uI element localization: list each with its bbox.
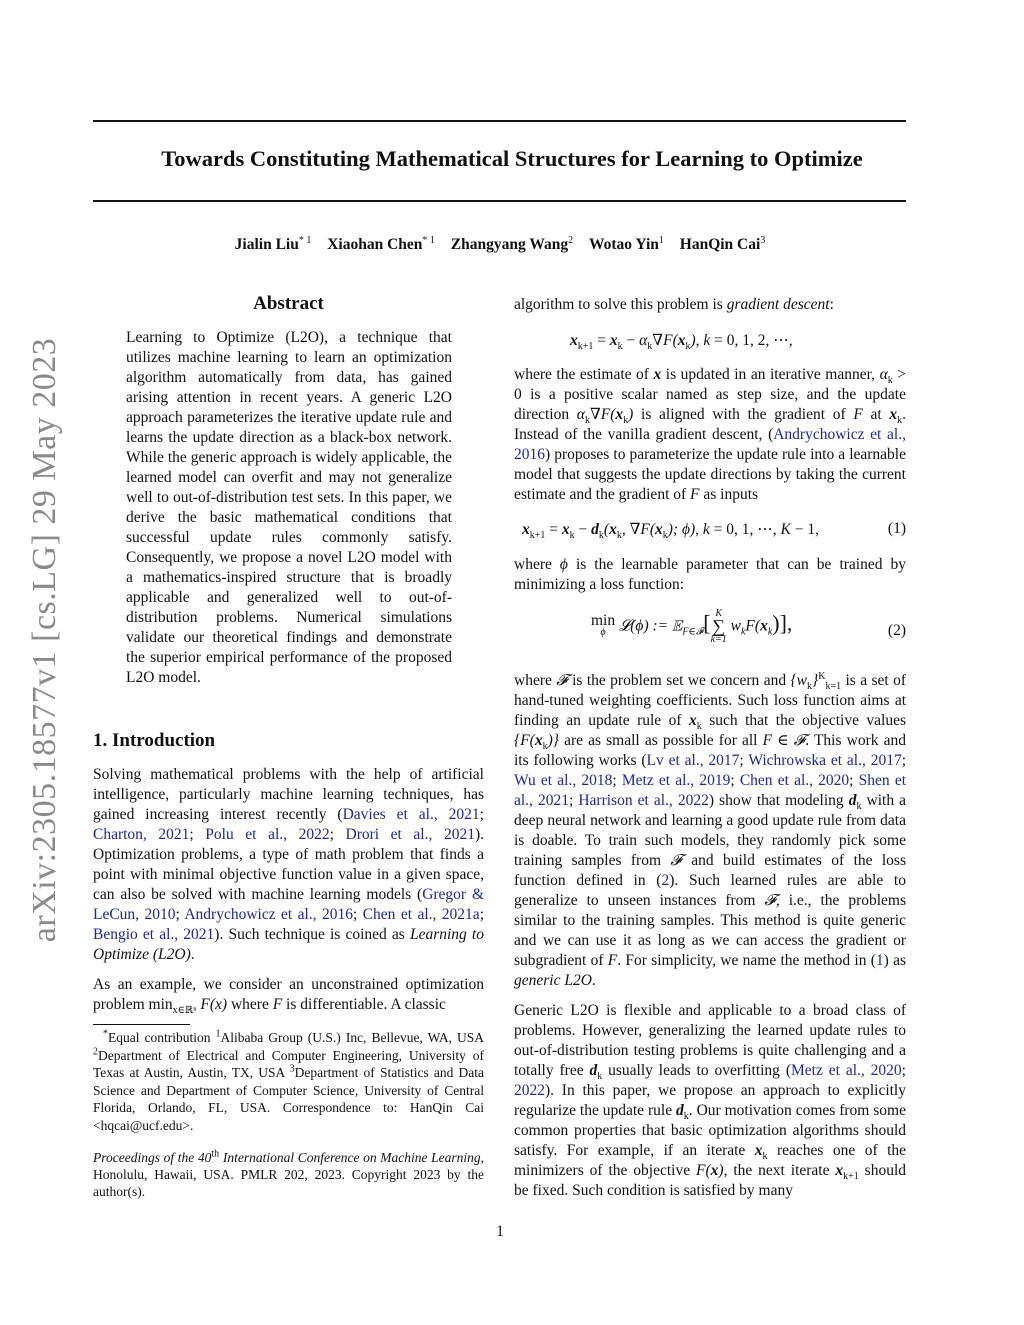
subscript: k bbox=[807, 681, 813, 693]
text-run: ) proposes to parameterize the update rule into a learnable model that suggests the update directions by taking the current estimate and the gradient of bbox=[514, 446, 906, 503]
text-run: ; bbox=[739, 752, 749, 769]
text-run: . For simplicity, we name the method in ( bbox=[617, 952, 876, 969]
text-run: . bbox=[591, 972, 596, 989]
text-run: ; bbox=[901, 1062, 906, 1079]
text-run: ) show that modeling bbox=[708, 792, 849, 809]
math-bold: x bbox=[889, 406, 898, 423]
math-bold: x bbox=[522, 521, 530, 538]
text-run: = bbox=[593, 332, 610, 349]
abstract-heading: Abstract bbox=[253, 293, 324, 314]
equation-number-2: (2) bbox=[887, 622, 906, 639]
text-run: ) as bbox=[883, 952, 907, 969]
subscript: k bbox=[856, 801, 862, 813]
subscript: k bbox=[598, 530, 604, 542]
text-run: : bbox=[829, 296, 834, 313]
citation-link[interactable]: Andrychowicz et al., 2016 bbox=[514, 426, 906, 463]
text-run: Solving mathematical problems with the help of artificial intelligence, particularly machine learning techniques, has gained increasing interest recently ( bbox=[93, 766, 484, 823]
math-bold: x bbox=[677, 332, 686, 349]
math: ) bbox=[718, 1162, 724, 1179]
page-number: 1 bbox=[496, 1223, 504, 1240]
math: F( bbox=[696, 1162, 711, 1179]
text-run: min bbox=[148, 996, 173, 1013]
right-paragraph-3 bbox=[514, 671, 906, 991]
citation-link[interactable]: 2022 bbox=[514, 1082, 545, 1099]
math-bold: x bbox=[609, 332, 618, 349]
subscript: k bbox=[685, 341, 691, 353]
citation-link[interactable]: Chen et al., 2021a bbox=[362, 906, 480, 923]
text-run: = bbox=[545, 521, 562, 538]
text-run: ; bbox=[901, 752, 907, 769]
math: ∇F( bbox=[652, 332, 678, 349]
superscript: th bbox=[211, 1148, 220, 1160]
italic-text: Proceedings of the 40 bbox=[93, 1150, 212, 1165]
right-paragraph-0 bbox=[514, 295, 906, 315]
citation-link[interactable]: Andrychowicz et al., 2016 bbox=[184, 906, 353, 923]
math-bold: x bbox=[570, 332, 578, 349]
text-run: are as small as possible for all bbox=[558, 732, 763, 749]
text-run: ; bbox=[612, 772, 622, 789]
author: Wotao Yin$^1$ bbox=[588, 234, 664, 253]
subscript: k bbox=[584, 415, 590, 427]
subscript: k+1 bbox=[577, 341, 594, 353]
subscript: k+1 bbox=[843, 1171, 859, 1183]
text-run: ). Such technique is coined as bbox=[214, 926, 410, 943]
text-run: = 0, 1, 2, ⋯, bbox=[710, 332, 793, 349]
text-run: ; bbox=[175, 906, 185, 923]
superscript: 1 bbox=[215, 1028, 221, 1040]
text-run: . This work and its following works ( bbox=[514, 732, 906, 769]
math: k bbox=[703, 332, 711, 349]
math: α bbox=[639, 332, 648, 349]
author: HanQin Cai$^3$ bbox=[679, 234, 766, 253]
text-run: > 0 is a positive scalar named as step size, and the update direction bbox=[514, 366, 906, 423]
text-run: ; bbox=[352, 906, 363, 923]
superscript: 3 bbox=[289, 1063, 295, 1075]
math: ) bbox=[690, 332, 696, 349]
author: Jialin Liu$^{* 1}$ bbox=[234, 234, 312, 253]
math: ϕ bbox=[559, 556, 568, 573]
text-run: Department of Electrical and Computer Engineering, University of Texas at Austin, Austin, TX, USA bbox=[93, 1047, 484, 1081]
text-run: , i.e., the problems similar to the training samples. This method is quite generic and we can use it as long as we can access the gradient or subgradient of bbox=[514, 892, 907, 969]
math: F bbox=[690, 486, 700, 503]
text-run: − bbox=[622, 332, 640, 349]
section-heading-introduction: 1. Introduction bbox=[93, 730, 216, 751]
superscript: K bbox=[818, 670, 826, 682]
title-rule bbox=[93, 200, 906, 202]
text-run: , Honolulu, Hawaii, USA. PMLR 202, 2023. Copyright 2023 by the author(s). bbox=[93, 1150, 484, 1199]
math-bold: x bbox=[609, 521, 617, 538]
math: k bbox=[702, 521, 710, 538]
text-run: ; bbox=[568, 792, 579, 809]
text-run: − bbox=[574, 521, 592, 538]
text-run: where bbox=[227, 996, 273, 1013]
subscript: k+1 bbox=[529, 530, 546, 542]
math-bold: d bbox=[848, 792, 857, 809]
math-bold: x bbox=[710, 1162, 719, 1179]
subscript: k bbox=[623, 415, 629, 427]
text-run: Department of Statistics and Data Science and Department of Computer Science, University of Central Florida, Orlando, FL, USA. Correspondence to: HanQin Cai <hqcai@ucf.edu>. bbox=[93, 1065, 484, 1133]
superscript: * bbox=[103, 1028, 108, 1040]
text-run: ). In this paper, we propose an approach to explicitly regularize the update rule bbox=[514, 1082, 906, 1119]
math: {w bbox=[790, 672, 808, 689]
text-run: where the estimate of bbox=[514, 366, 654, 383]
citation-link[interactable]: Shen et al., 2021 bbox=[514, 772, 907, 809]
citation-link[interactable]: Harrison et al., 2022 bbox=[578, 792, 709, 809]
text-run: ; bbox=[479, 806, 484, 823]
text-run: , bbox=[695, 332, 704, 349]
subscript: k bbox=[617, 341, 623, 353]
citation-link[interactable]: Wichrowska et al., 2017 bbox=[748, 752, 902, 769]
equation-1 bbox=[522, 520, 820, 542]
italic-text: International Conference on Machine Learning bbox=[219, 1150, 481, 1165]
right-paragraph-2 bbox=[514, 555, 906, 595]
text-run: ; bbox=[329, 826, 346, 843]
citation-link[interactable]: 2 bbox=[661, 872, 670, 889]
math: α bbox=[576, 406, 585, 423]
equation-gradient-descent bbox=[570, 331, 793, 353]
text-run: ). Optimization problems, a type of math problem that finds a point with minimal objective function value in a given space, can also be solved with machine learning models ( bbox=[93, 826, 484, 903]
subscript: k bbox=[569, 530, 575, 542]
text-run: is updated in an iterative manner, bbox=[661, 366, 880, 383]
author: Xiaohan Chen$^{* 1}$ bbox=[327, 234, 435, 253]
subscript: k bbox=[662, 530, 668, 542]
text-run: such that the objective values bbox=[701, 712, 907, 729]
subscript: k bbox=[597, 1071, 603, 1083]
math: F bbox=[853, 406, 863, 423]
subscript: k bbox=[762, 1151, 768, 1163]
math: )} bbox=[547, 732, 559, 749]
text-run: should be fixed. Such condition is satisfied by many bbox=[514, 1162, 907, 1199]
math-bold: x bbox=[655, 521, 663, 538]
text-run: at bbox=[862, 406, 890, 423]
math: K bbox=[780, 521, 791, 538]
math-bold: x bbox=[653, 366, 662, 383]
right-paragraph-4 bbox=[514, 1001, 906, 1201]
superscript: 2 bbox=[93, 1046, 98, 1058]
text-run: as inputs bbox=[699, 486, 759, 503]
citation-link[interactable]: Bengio et al., 2021 bbox=[93, 926, 215, 943]
italic-text: gradient descent bbox=[726, 296, 830, 313]
text-run: where bbox=[514, 556, 560, 573]
subscript: k bbox=[887, 375, 893, 387]
citation-link[interactable]: 1 bbox=[875, 952, 884, 969]
citation-link[interactable]: Charton, 2021 bbox=[93, 826, 190, 843]
text-run: , bbox=[695, 521, 703, 538]
italic-text: Learning to Optimize (L2O) bbox=[93, 926, 484, 963]
subscript: k bbox=[647, 341, 653, 353]
math: F(x) bbox=[196, 996, 228, 1013]
math-bold: x bbox=[615, 406, 624, 423]
citation-link[interactable]: Davies et al., 2021 bbox=[342, 806, 480, 823]
text-run: − 1, bbox=[790, 521, 820, 538]
citation-link[interactable]: Metz et al., 2019 bbox=[621, 772, 731, 789]
subscript: k bbox=[897, 415, 903, 427]
text-run: , the next iterate bbox=[723, 1162, 836, 1179]
intro-paragraph-1 bbox=[93, 765, 484, 965]
proceedings-note bbox=[93, 1149, 484, 1200]
math-bold: x bbox=[534, 732, 543, 749]
math: ); ϕ) bbox=[667, 521, 696, 538]
math: ∇F( bbox=[589, 406, 616, 423]
text-run: Learning to Optimize (L2O), a technique that utilizes machine learning to learn an optimization algorithm automatically from data, has gained arising attention in recent years. A generic L2O approach parameterizes the iterative update rule and learns the update direction as a black-box network. While the generic approach is widely applicable, the learned model can overfit and may not generalize well to out-of-distribution test sets. In this paper, we derive the basic mathematical conditions that successful update rules commonly satisfy. Consequently, we propose a novel L2O model with a mathematics-inspired structure that is broadly applicable and generalized well to out-of-distribution problems. Numerical simulations validate our theoretical findings and demonstrate the superior empirical performance of the proposed L2O model. bbox=[126, 329, 452, 686]
author: Zhangyang Wang$^2$ bbox=[450, 234, 574, 253]
italic-text: generic L2O bbox=[514, 972, 592, 989]
subscript: k=1 bbox=[825, 681, 842, 693]
subscript: k bbox=[683, 1111, 689, 1123]
math-bold: d bbox=[591, 521, 599, 538]
top-rule bbox=[93, 120, 906, 122]
subscript: k bbox=[696, 721, 702, 733]
text-run: Alibaba Group (U.S.) Inc, Bellevue, WA, USA bbox=[220, 1030, 484, 1045]
text-run: algorithm to solve this problem is bbox=[514, 296, 727, 313]
equation-2: min ϕ 𝓛(ϕ) := 𝔼$_{F\in 𝓕}$[ K ∑ k=1 $w_kF(x_k)$], bbox=[591, 608, 793, 645]
text-run: . Our motivation comes from some common properties that basic optimization algorithms should satisfy. For example, if an iterate bbox=[514, 1102, 906, 1159]
citation-link[interactable]: Chen et al., 2020 bbox=[739, 772, 850, 789]
text-run: is differentiable. A classic bbox=[282, 996, 446, 1013]
text-run: ; bbox=[849, 772, 859, 789]
citation-link[interactable]: Wu et al., 2018 bbox=[514, 772, 613, 789]
math-bold: x bbox=[835, 1162, 844, 1179]
math: 𝓕 bbox=[670, 852, 682, 869]
math: {F( bbox=[514, 732, 535, 749]
text-run: is a set of hand-tuned weighting coefficients. Such loss function aims at finding an update rule of bbox=[514, 672, 906, 729]
math: , ∇F( bbox=[621, 521, 656, 538]
text-run: with a deep neural network and learning a good update rule from data is doable. To train such models, they randomly pick some training samples from bbox=[514, 792, 906, 869]
citation-link[interactable]: Polu et al., 2022 bbox=[205, 826, 330, 843]
text-run: ; bbox=[730, 772, 740, 789]
text-run: reaches one of the minimizers of the objective bbox=[514, 1142, 906, 1179]
intro-paragraph-2 bbox=[93, 975, 484, 1015]
text-run: ). Such learned rules are able to generalize to unseen instances from bbox=[514, 872, 906, 909]
equation-number-1: (1) bbox=[887, 520, 906, 537]
subscript: x∈ℝⁿ bbox=[172, 1005, 197, 1017]
citation-link[interactable]: Lv et al., 2017 bbox=[646, 752, 740, 769]
right-paragraph-1 bbox=[514, 365, 906, 505]
abstract-text bbox=[126, 328, 452, 688]
math: } bbox=[812, 672, 819, 689]
math-bold: d bbox=[676, 1102, 684, 1119]
text-run: and build estimates of the loss function defined in ( bbox=[514, 852, 906, 889]
text-run: As an example, we consider an unconstrained optimization problem bbox=[93, 976, 484, 1013]
subscript: k bbox=[542, 741, 548, 753]
math: ) bbox=[628, 406, 634, 423]
footnote bbox=[93, 1029, 484, 1135]
math-bold: x bbox=[689, 712, 697, 729]
citation-link[interactable]: Metz et al., 2020 bbox=[791, 1062, 902, 1079]
math-bold: x bbox=[561, 521, 570, 538]
math: 𝓕 bbox=[764, 892, 776, 909]
text-run: is the learnable parameter that can be trained by minimizing a loss function: bbox=[514, 556, 906, 593]
math: F ∈ 𝓕 bbox=[762, 732, 806, 749]
text-run: ; bbox=[479, 906, 485, 923]
text-run: Generic L2O is flexible and applicable to a broad class of problems. However, generalizing the learned update rules to out-of-distribution testing problems is quite challenging and a totally free bbox=[514, 1002, 906, 1079]
text-run: where bbox=[514, 672, 557, 689]
author-list bbox=[0, 236, 1000, 254]
math-bold: d bbox=[589, 1062, 598, 1079]
math: 𝓕 bbox=[556, 672, 568, 689]
text-run: = 0, 1, ⋯, bbox=[709, 521, 781, 538]
math: α bbox=[879, 366, 888, 383]
math: F bbox=[272, 996, 283, 1013]
text-run: ; bbox=[189, 826, 206, 843]
math: F bbox=[607, 952, 618, 969]
math: ( bbox=[603, 521, 610, 538]
math-bold: x bbox=[754, 1142, 763, 1159]
paper-title: Towards Constituting Mathematical Structures for Learning to Optimize bbox=[161, 146, 863, 171]
text-run: . bbox=[190, 946, 195, 963]
citation-link[interactable]: Drori et al., 2021 bbox=[345, 826, 475, 843]
arxiv-stamp: arXiv:2305.18577v1 [cs.LG] 29 May 2023 bbox=[26, 337, 63, 943]
text-run: is aligned with the gradient of bbox=[633, 406, 854, 423]
subscript: k bbox=[616, 530, 622, 542]
text-run: usually leads to overfitting ( bbox=[602, 1062, 791, 1079]
footnote-rule bbox=[93, 1024, 190, 1025]
text-run: . Instead of the vanilla gradient descent, ( bbox=[514, 406, 906, 443]
text-run: Equal contribution bbox=[108, 1030, 216, 1045]
text-run: is the problem set we concern and bbox=[567, 672, 791, 689]
citation-link[interactable]: Gregor & LeCun, 2010 bbox=[93, 886, 484, 923]
